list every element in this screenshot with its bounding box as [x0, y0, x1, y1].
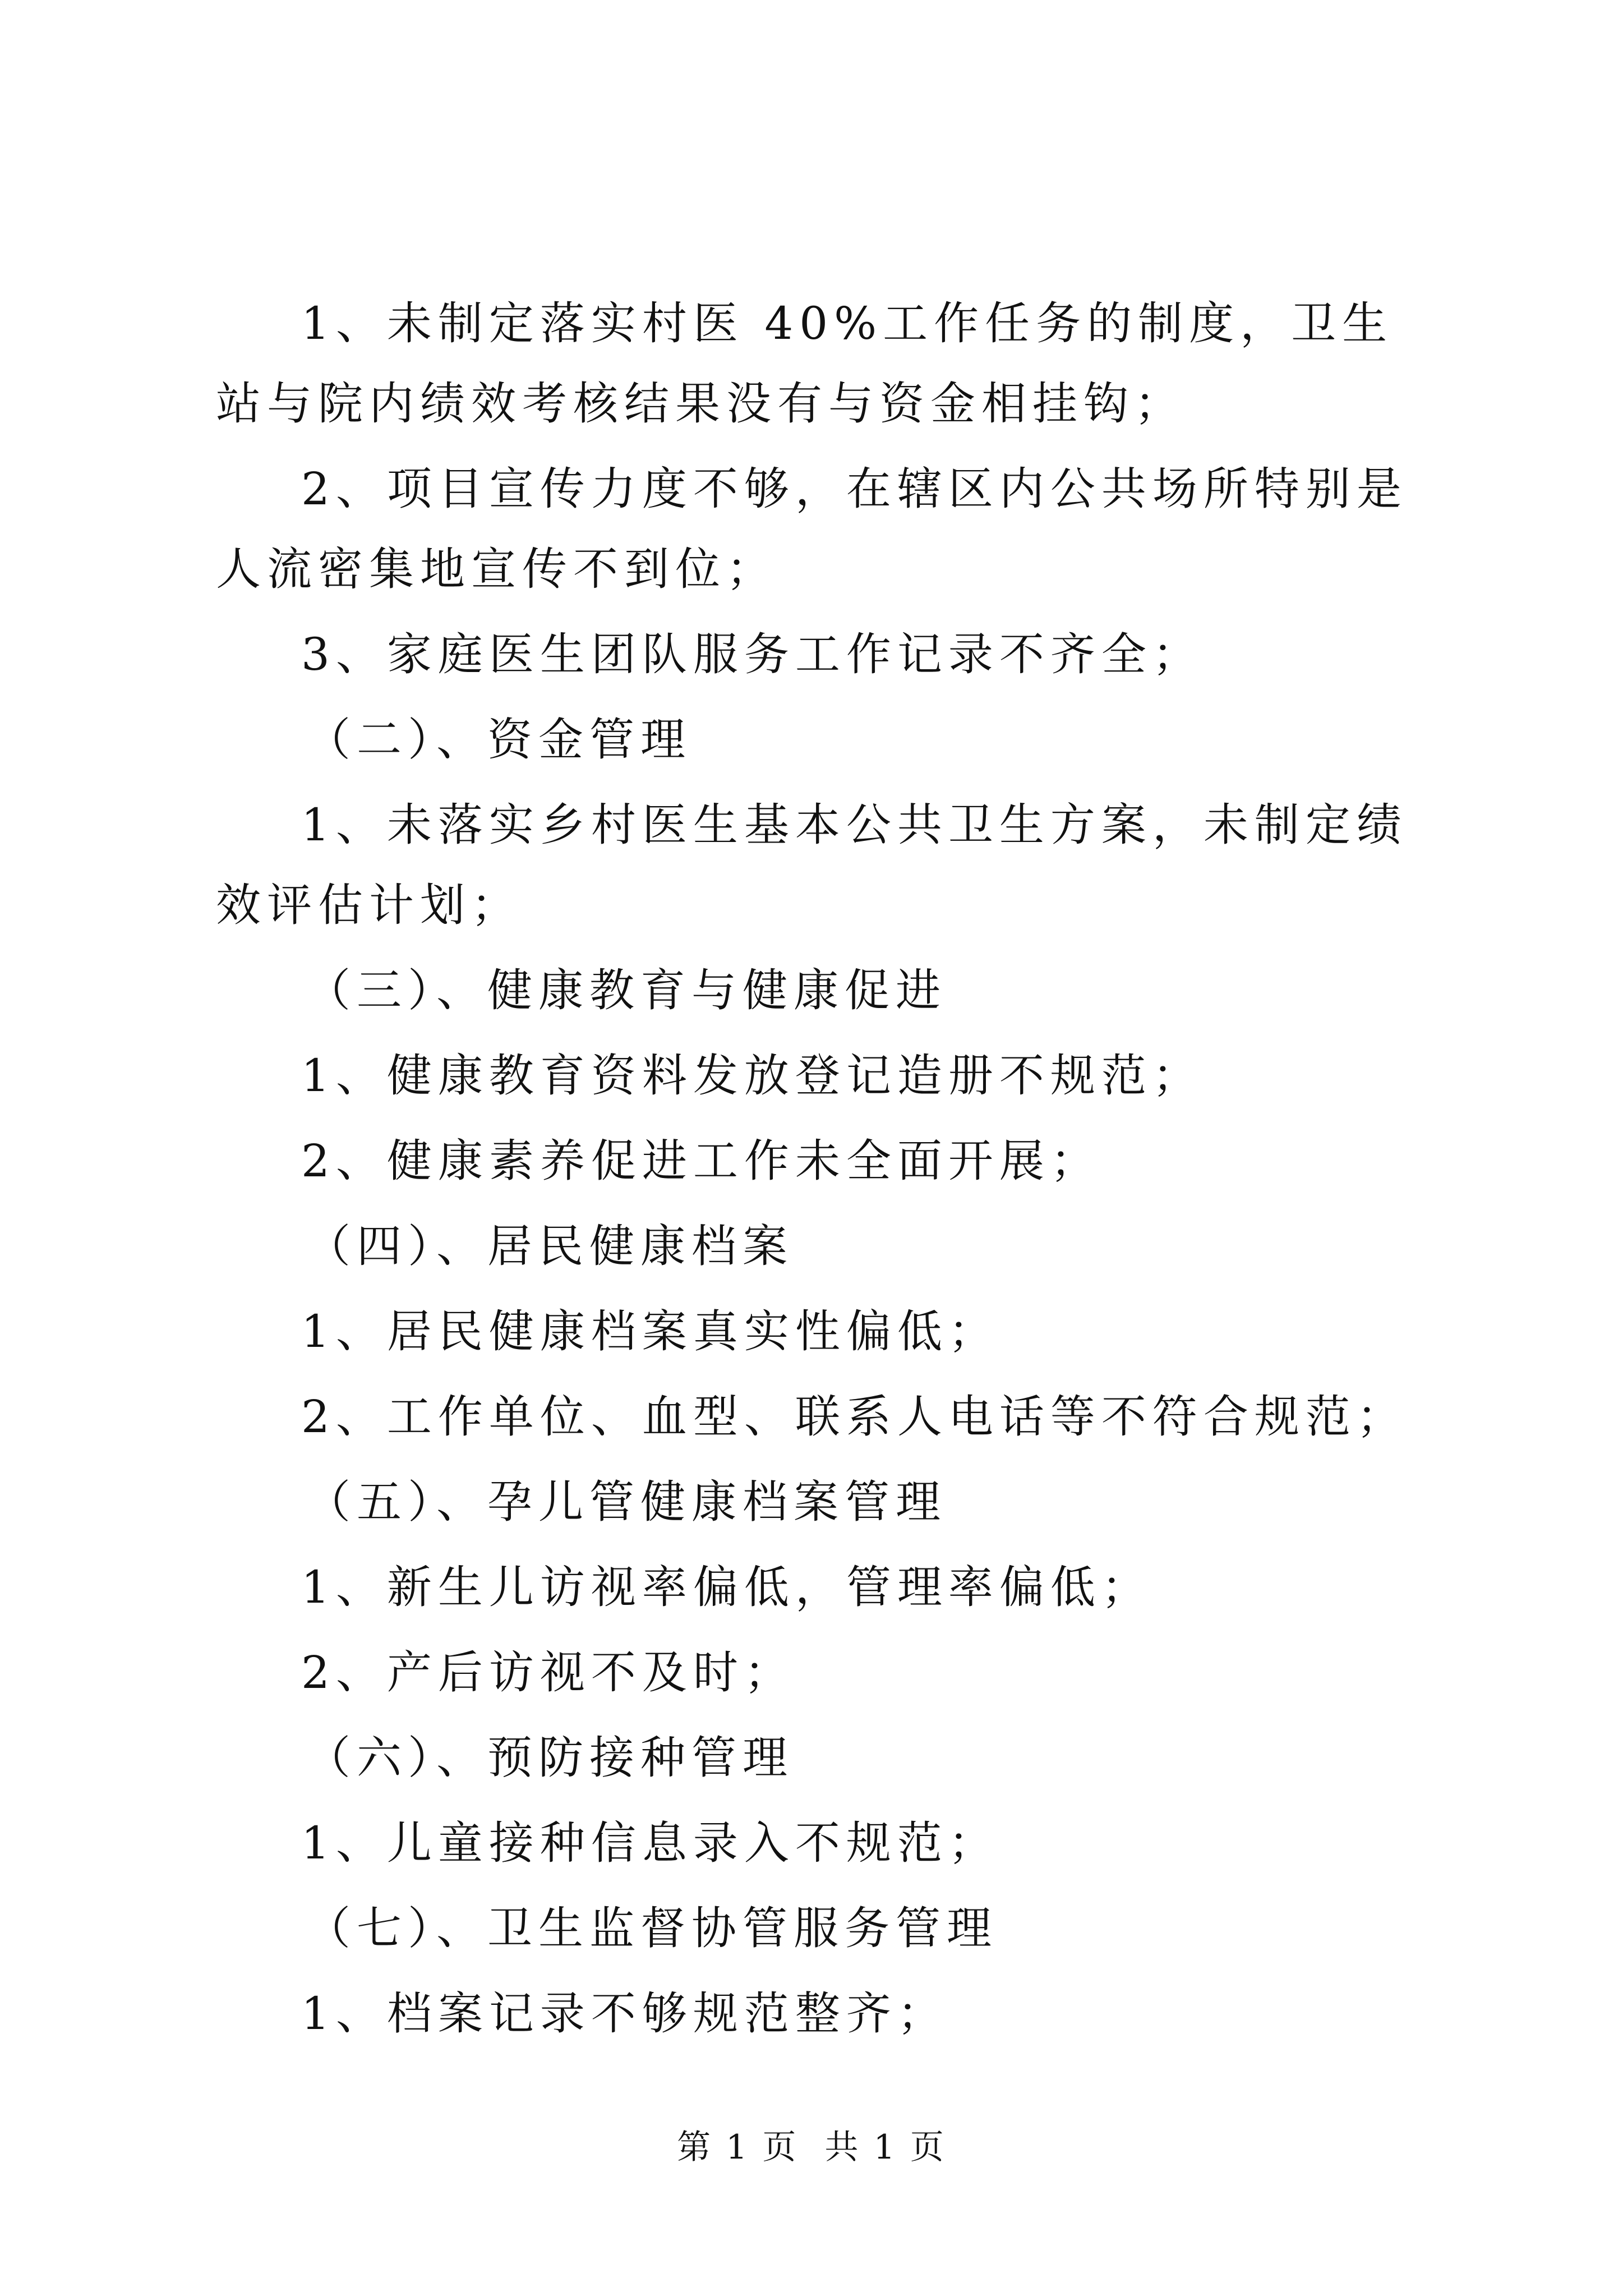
list-item: 1、档案记录不够规范整齐； [301, 1987, 948, 2040]
list-item: 2、产后访视不及时； [301, 1646, 795, 1699]
section-heading: （五）、孕儿管健康档案管理 [306, 1476, 947, 1528]
list-item: 2、项目宣传力度不够，在辖区内公共场所特别是人流密集地宣传不到位； [216, 463, 1408, 595]
section-heading: （四）、居民健康档案 [306, 1220, 794, 1272]
section-heading: （二）、资金管理 [306, 714, 691, 766]
list-item: 2、工作单位、血型、联系人电话等不符合规范； [301, 1391, 1408, 1443]
document-body [216, 283, 1422, 2059]
list-item: 1、健康教育资料发放登记造册不规范； [301, 1050, 1204, 1102]
list-item: 1、未落实乡村医生基本公共卫生方案，未制定绩效评估计划； [216, 799, 1408, 931]
section-heading: （六）、预防接种管理 [306, 1732, 794, 1784]
page-footer [0, 2120, 1623, 2169]
list-item: 3、家庭医生团队服务工作记录不齐全； [301, 628, 1204, 680]
section-heading: （三）、健康教育与健康促进 [306, 964, 947, 1016]
page-number: 第 1 页 [677, 2128, 799, 2167]
list-item: 1、居民健康档案真实性偏低； [301, 1305, 999, 1358]
list-item: 2、健康素养促进工作未全面开展； [301, 1135, 1101, 1187]
list-item: 1、未制定落实村医 40%工作任务的制度，卫生站与院内绩效考核结果没有与资金相挂钩； [216, 297, 1394, 430]
page-total: 共 1 页 [824, 2128, 946, 2167]
section-heading: （七）、卫生监督协管服务管理 [306, 1902, 998, 1954]
list-item: 1、儿童接种信息录入不规范； [301, 1817, 999, 1869]
list-item: 1、新生儿访视率偏低，管理率偏低； [301, 1561, 1152, 1613]
